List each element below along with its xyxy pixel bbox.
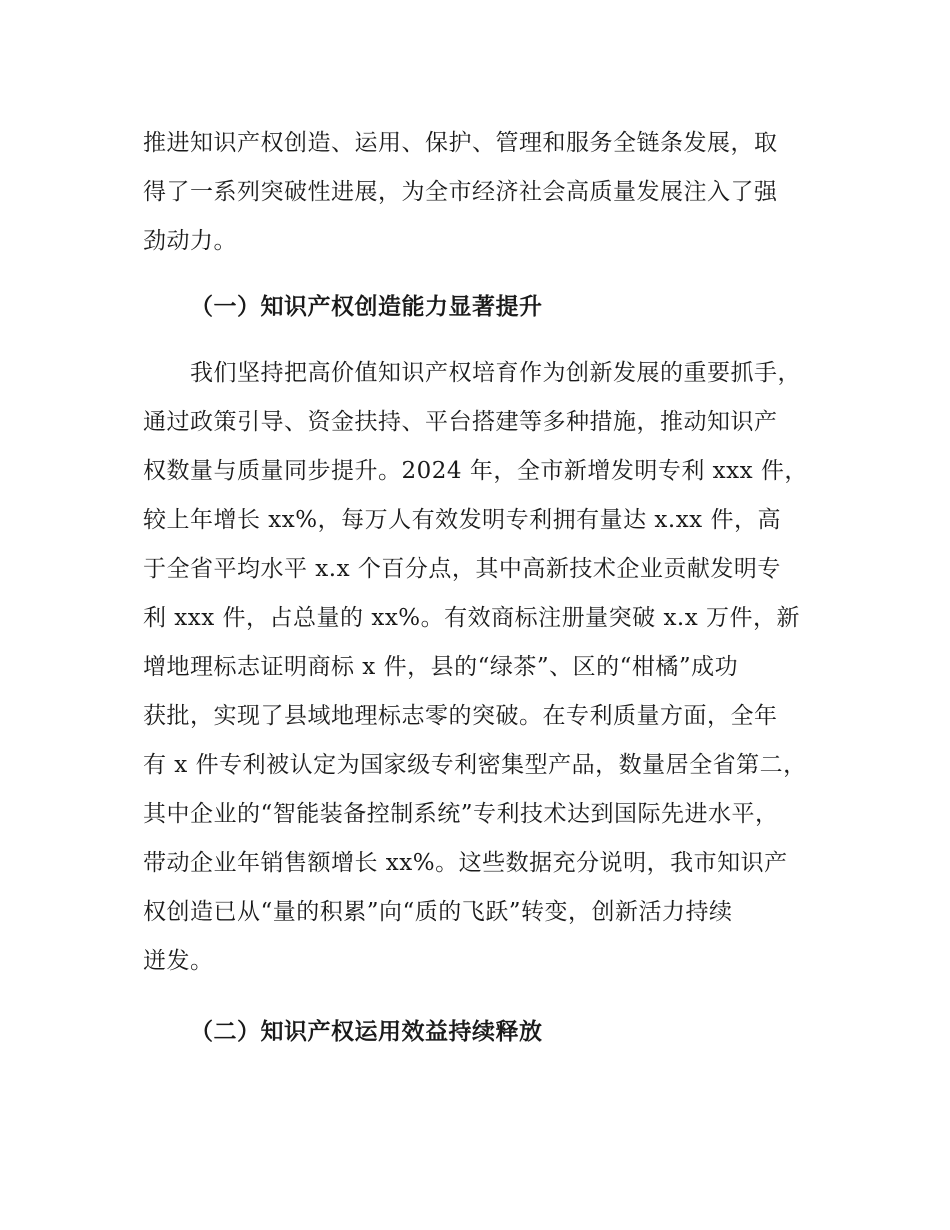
section-1-line-1: 我们坚持把高价值知识产权培育作为创新发展的重要抓手， [190, 360, 801, 386]
section-1-line-11: 带动企业年销售额增长 xx%。这些数据充分说明，我市知识产 [143, 850, 788, 876]
section-1-line-4: 较上年增长 xx%，每万人有效发明专利拥有量达 x.xx 件，高 [143, 507, 781, 533]
section-1-line-6: 利 xxx 件，占总量的 xx%。有效商标注册量突破 x.x 万件，新 [143, 605, 801, 631]
intro-line-3: 劲动力。 [143, 228, 237, 254]
section-1-line-7: 增地理标志证明商标 x 件，县的“绿茶”、区的“柑橘”成功 [143, 654, 739, 680]
section-1-line-3: 权数量与质量同步提升。2024 年，全市新增发明专利 xxx 件， [143, 458, 808, 484]
section-1-line-9: 有 x 件专利被认定为国家级专利密集型产品，数量居全省第二， [143, 752, 807, 778]
section-1-line-12: 权创造已从“量的积累”向“质的飞跃”转变，创新活力持续 [143, 899, 733, 925]
section-1-line-13: 迸发。 [143, 948, 214, 974]
section-1-heading: （一）知识产权创造能力显著提升 [190, 294, 543, 320]
section-2-heading: （二）知识产权运用效益持续释放 [190, 1019, 543, 1045]
section-1-line-2: 通过政策引导、资金扶持、平台搭建等多种措施，推动知识产 [143, 409, 778, 435]
section-1-line-10: 其中企业的“智能装备控制系统”专利技术达到国际先进水平， [143, 801, 779, 827]
intro-line-2: 得了一系列突破性进展，为全市经济社会高质量发展注入了强 [143, 179, 778, 205]
intro-line-1: 推进知识产权创造、运用、保护、管理和服务全链条发展，取 [143, 130, 778, 156]
section-1-line-8: 获批，实现了县域地理标志零的突破。在专利质量方面，全年 [143, 703, 778, 729]
section-1-line-5: 于全省平均水平 x.x 个百分点，其中高新技术企业贡献发明专 [143, 556, 781, 582]
